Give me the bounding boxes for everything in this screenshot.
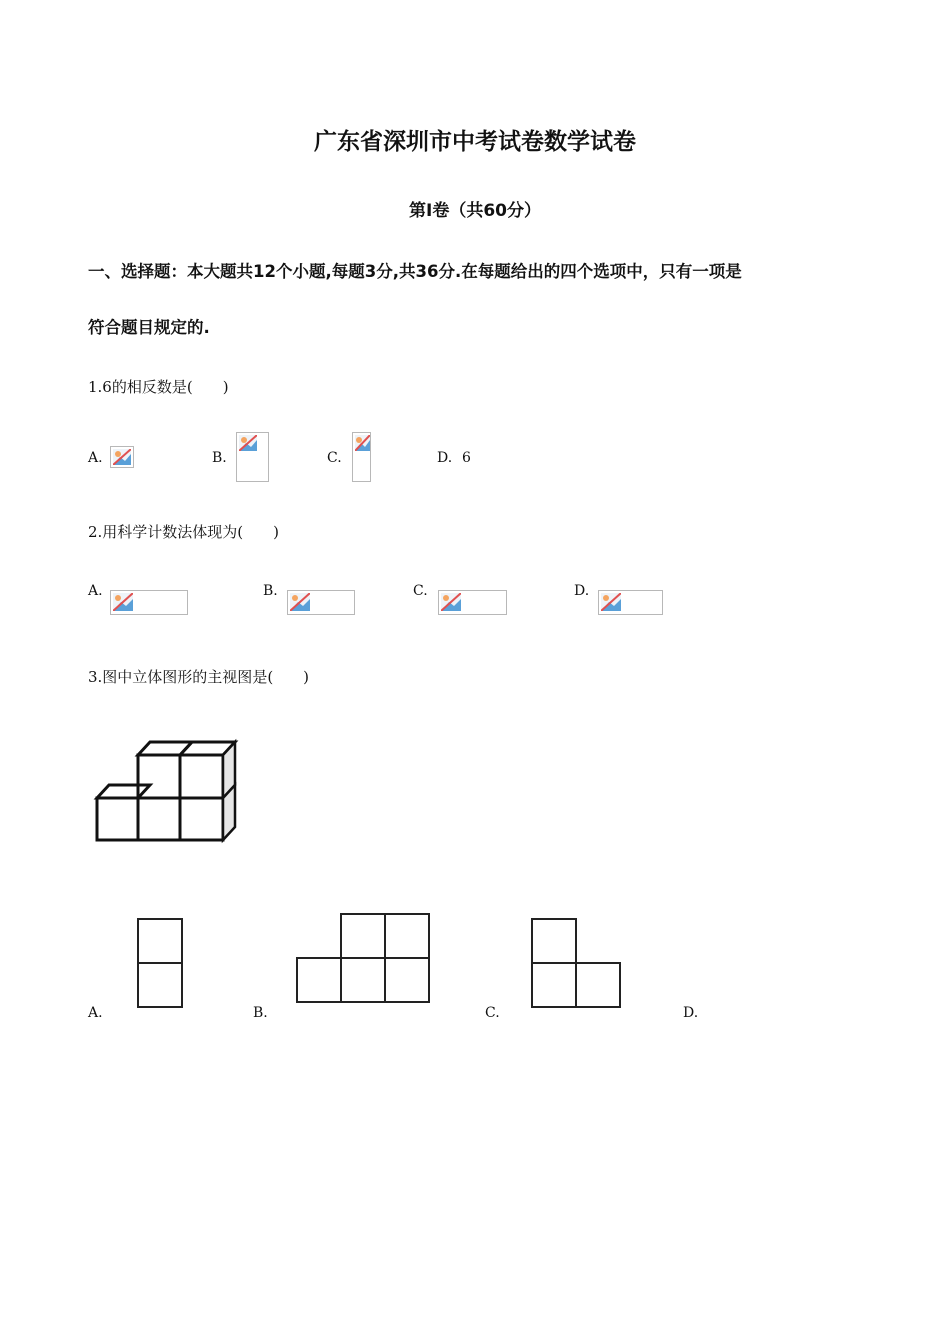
q3-option-b-figure [296, 912, 432, 1004]
q2-option-a-label: A. [88, 583, 103, 599]
question-1-stem: 1.6的相反数是( ) [88, 378, 229, 396]
q3-option-c-label: C. [485, 1005, 500, 1021]
q1-option-d-label: D. [437, 450, 453, 466]
q2-option-d-label: D. [574, 583, 590, 599]
cube-stack-3d-figure [90, 735, 245, 845]
q2-option-c-label: C. [413, 583, 428, 599]
q3-option-a-label: A. [88, 1005, 103, 1021]
page-title: 广东省深圳市中考试卷数学试卷 [314, 129, 636, 155]
part-heading: 第Ⅰ卷（共60分） [409, 201, 541, 221]
q3-option-c-figure [530, 917, 622, 1011]
q1-option-d-value: 6 [462, 450, 471, 466]
broken-image-icon [110, 446, 134, 468]
q1-option-c-label: C. [327, 450, 342, 466]
broken-image-icon [352, 432, 371, 482]
q3-option-d-label: D. [683, 1005, 699, 1021]
q2-option-b-label: B. [263, 583, 278, 599]
question-2-stem: 2.用科学计数法体现为( ) [88, 523, 280, 541]
broken-image-icon [110, 590, 188, 615]
q1-option-a-label: A. [88, 450, 103, 466]
q1-option-b-label: B. [212, 450, 227, 466]
section-heading-line-2: 符合题目规定的. [88, 318, 210, 337]
q3-option-b-label: B. [253, 1005, 268, 1021]
broken-image-icon [438, 590, 507, 615]
broken-image-icon [287, 590, 355, 615]
q3-option-a-figure [136, 917, 186, 1011]
section-heading-line-1: 一、选择题：本大题共12个小题,每题3分,共36分.在每题给出的四个选项中，只有一项是 [88, 262, 742, 281]
broken-image-icon [598, 590, 663, 615]
broken-image-icon [236, 432, 269, 482]
question-3-stem: 3.图中立体图形的主视图是( ) [88, 668, 310, 686]
